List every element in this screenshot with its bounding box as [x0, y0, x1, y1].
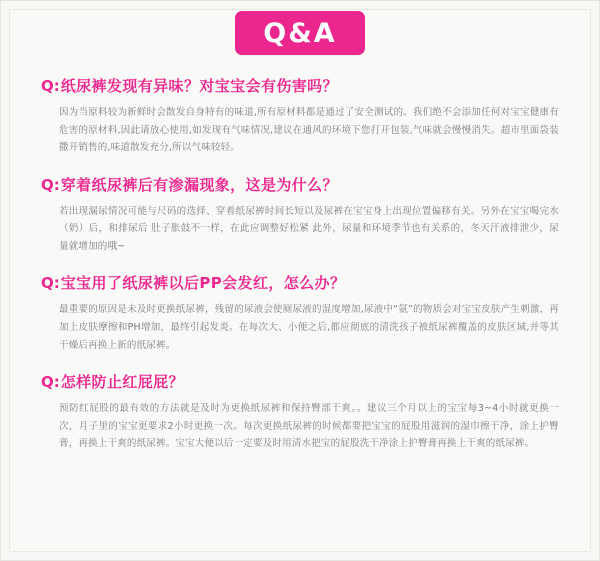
question-line: [41, 75, 565, 96]
question-prefix: Q:: [41, 373, 60, 392]
question-line: [41, 371, 565, 392]
question-line: [41, 272, 565, 293]
qa-item: [41, 174, 565, 256]
question-text: 穿着纸尿裤后有渗漏现象，这是为什么？: [60, 175, 338, 194]
question-prefix: Q:: [41, 175, 60, 194]
answer-text: 若出现漏尿情况可能与尺码的选择、穿着纸尿裤时间长短以及尿裤在宝宝身上出现位置偏移有关。另外在宝宝喝完水（奶）后，和排尿后 肚子胀鼓不一样，在此应调整好松紧 此外，尿量和环境季节也有关系的，冬天汗液排泄少，尿量就增加的哦~: [59, 205, 559, 252]
qa-item: [41, 371, 565, 453]
answer-text: 因为当原料较为新鲜时会散发自身特有的味道,所有原材料都是通过了安全测试的。我们绝不会添加任何对宝宝健康有危害的原材料,因此请放心使用,如发现有气味情况,建议在通风的环境下您打开包装,气味就会慢慢消失。超市里面袋装撒开销售的,味道散发充分,所以气味较轻。: [59, 107, 559, 154]
qa-item: [41, 272, 565, 354]
question-text: 怎样防止红屁屁？: [60, 373, 184, 392]
question-text: 宝宝用了纸尿裤以后PP会发红，怎么办？: [60, 274, 346, 293]
question-line: [41, 174, 565, 195]
qa-list: [41, 75, 565, 470]
answer-text: 最重要的原因是未及时更换纸尿裤，残留的尿液会使厕尿液的湿度增加,尿液中“氨”的物质会对宝宝皮肤产生刺激，再加上皮肤摩擦和PH增加，最终引起发炎。在每次大、小便之后,都应彻底的清洗孩子被纸尿裤覆盖的皮肤区域,并等其干燥后再换上新的纸尿裤。: [59, 304, 559, 351]
question-text: 纸尿裤发现有异味？对宝宝会有伤害吗？: [60, 77, 338, 95]
answer-text: 预防红屁股的最有效的方法就是及时为更换纸尿裤和保持臀部干爽。。建议三个月以上的宝宝每3~4小时就更换一次，月子里的宝宝更要求2小时更换一次。每次更换纸尿裤的时候都要把宝宝的屁股用滋润的湿巾擦干净，涂上护臀膏，再换上干爽的纸尿裤。宝宝大便以后一定要及时用清水把宝的屁股洗干净涂上护臀膏再换上干爽的纸尿裤。: [59, 403, 559, 450]
question-prefix: Q:: [41, 77, 60, 95]
qa-badge: [235, 11, 365, 55]
page-header: [1, 11, 599, 59]
qa-item: [41, 75, 565, 157]
qa-badge-label: Q&A: [263, 17, 337, 49]
question-prefix: Q:: [41, 274, 60, 293]
